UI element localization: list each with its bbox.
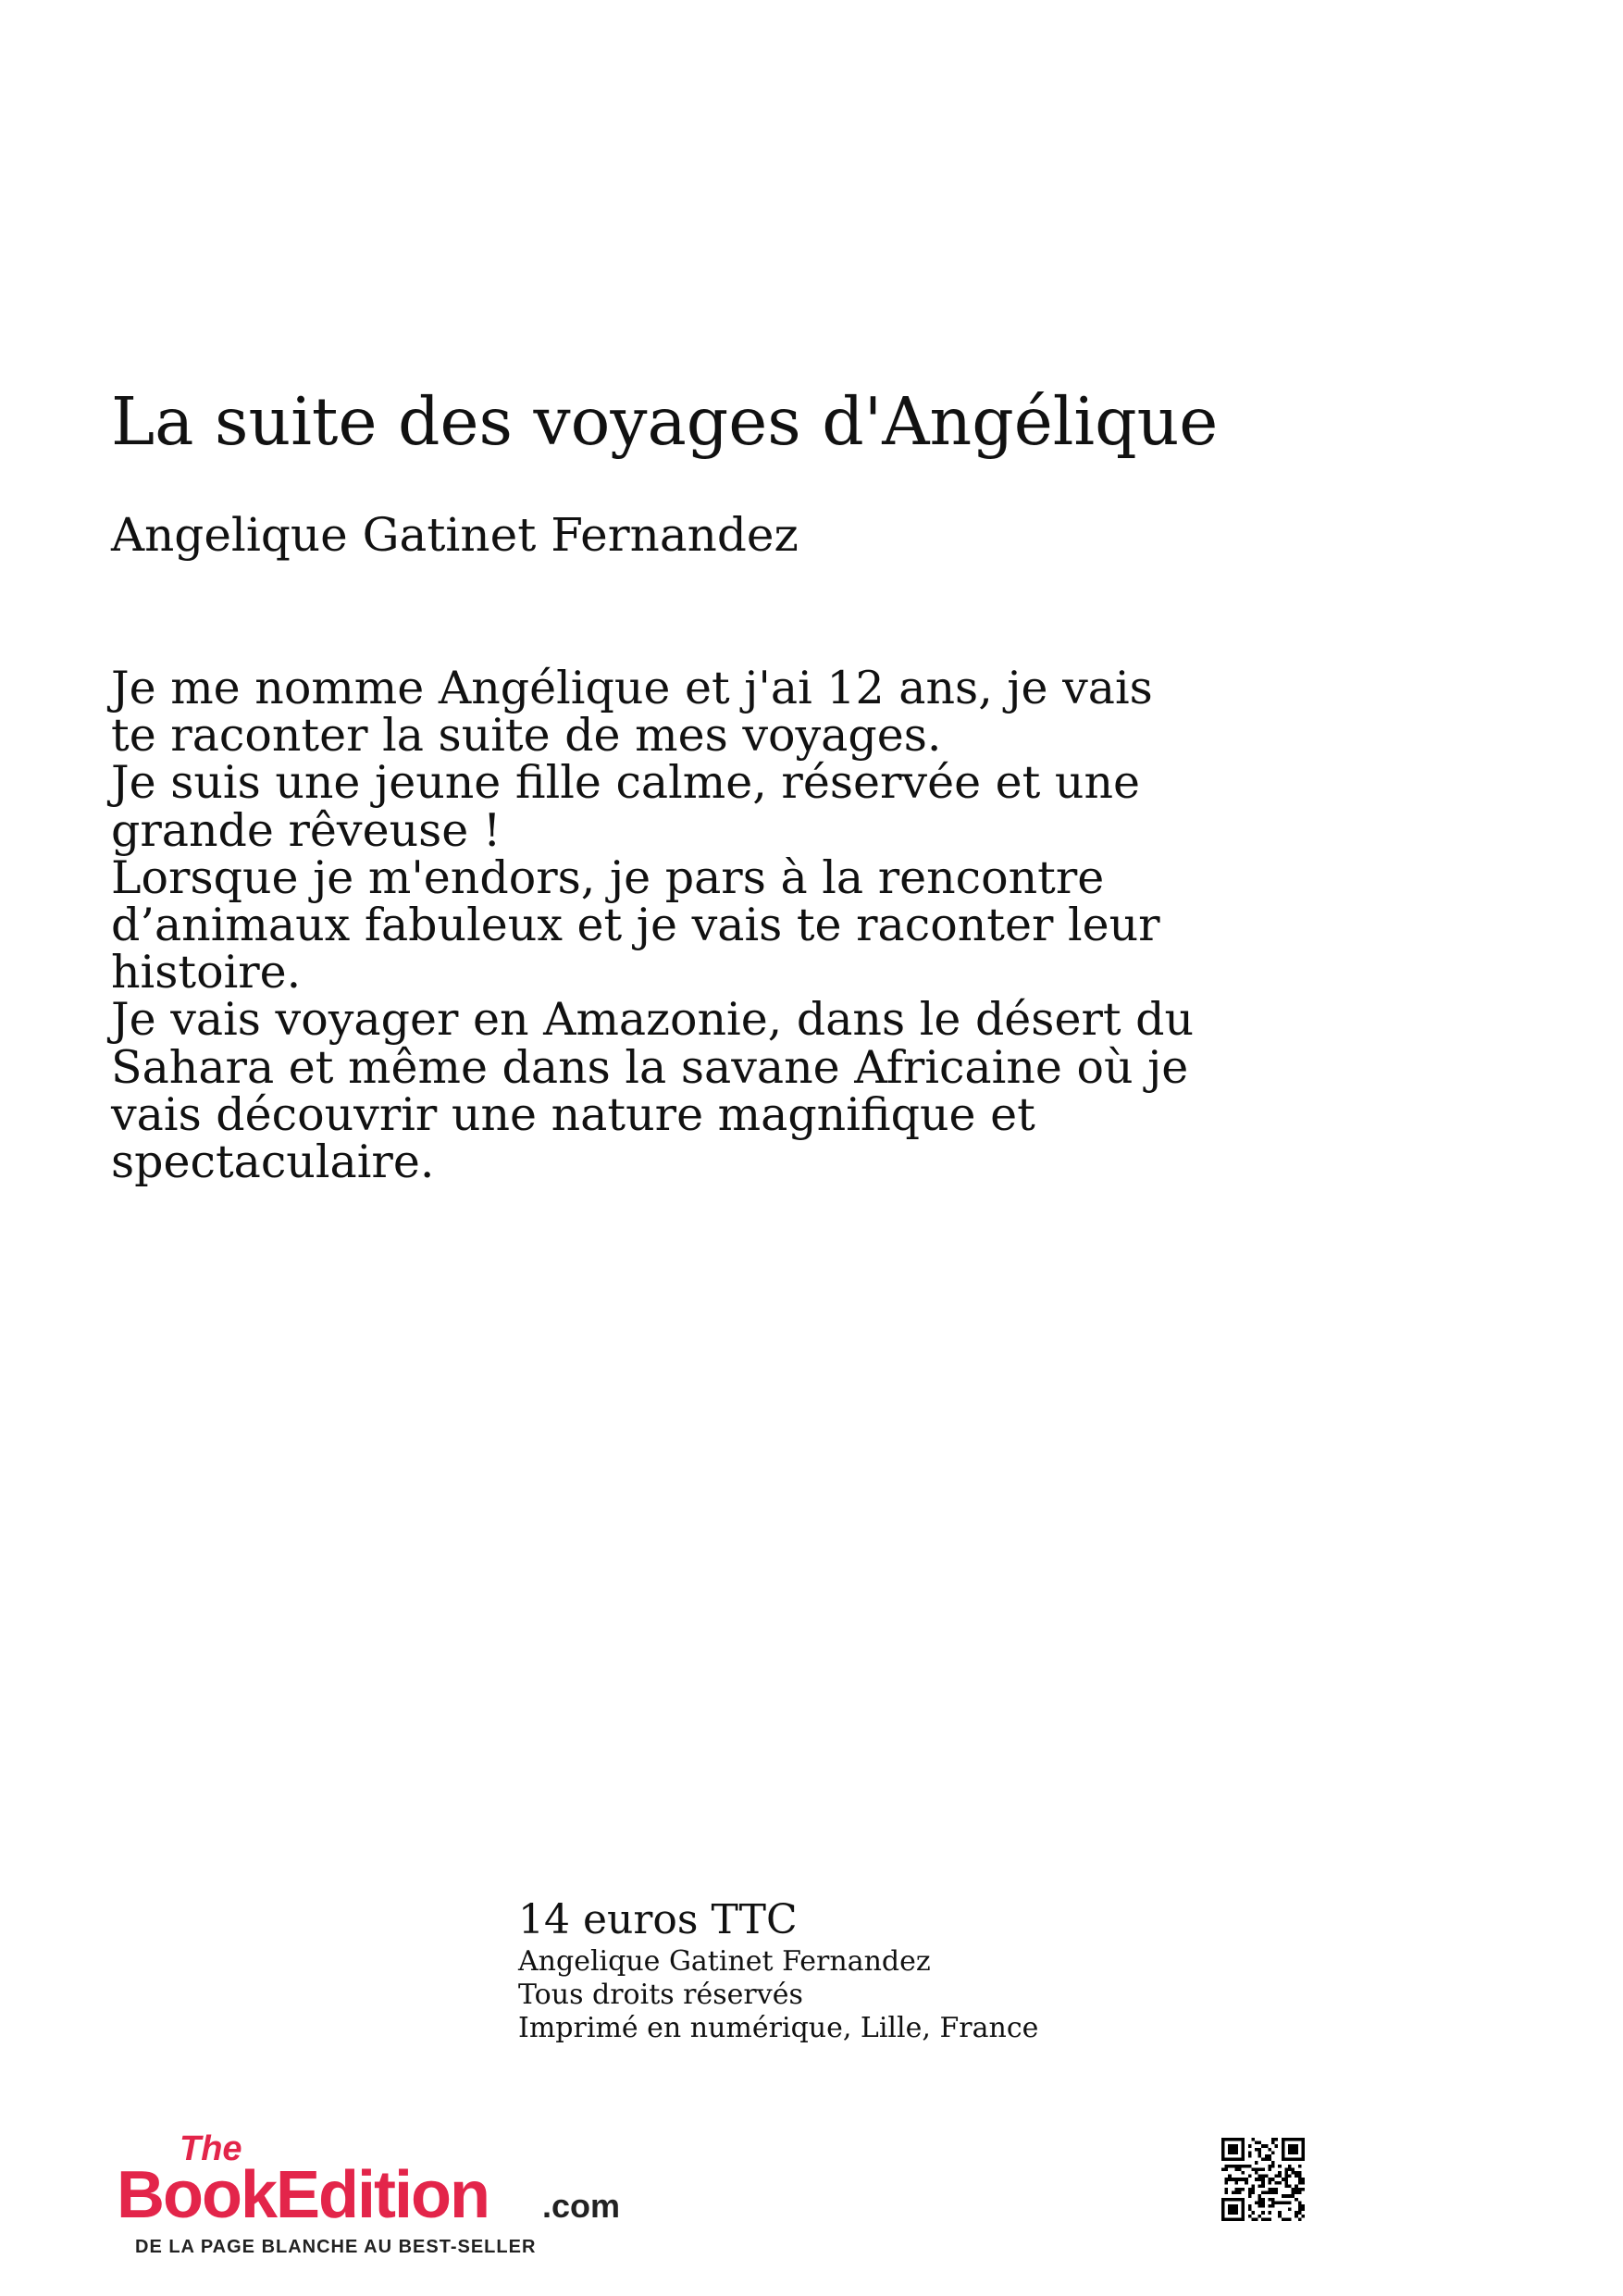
blurb-line: d’animaux fabuleux et je vais te raconter leur [111, 899, 1160, 952]
logo-domain: .com [542, 2187, 621, 2225]
price: 14 euros TTC [518, 1896, 798, 1943]
book-author: Angelique Gatinet Fernandez [111, 508, 799, 562]
blurb-line: vais découvrir une nature magnifique et [111, 1087, 1035, 1141]
book-title: La suite des voyages d'Angélique [111, 383, 1219, 460]
colophon-printed: Imprimé en numérique, Lille, France [518, 2012, 1039, 2044]
blurb-line: Sahara et même dans la savane Africaine où je [111, 1040, 1189, 1094]
blurb-line: Je vais voyager en Amazonie, dans le désert du [111, 993, 1195, 1047]
blurb-line: Je me nomme Angélique et j'ai 12 ans, je vais [111, 662, 1153, 714]
publisher-logo [117, 2125, 672, 2264]
blurb-line: Lorsque je m'endors, je pars à la rencontre [111, 850, 1105, 904]
colophon-author: Angelique Gatinet Fernandez [518, 1945, 931, 1978]
logo-the: The [180, 2129, 242, 2168]
logo-brand: BookEdition [117, 2158, 489, 2232]
blurb-line: spectaculaire. [111, 1136, 435, 1189]
book-blurb [111, 662, 1258, 1189]
logo-tagline: DE LA PAGE BLANCHE AU BEST-SELLER [135, 2237, 537, 2257]
blurb-line: grande rêveuse ! [111, 803, 502, 857]
blurb-line: te raconter la suite de mes voyages. [111, 709, 942, 763]
qr-code-icon [1221, 2138, 1305, 2221]
colophon [518, 1895, 1258, 2045]
colophon-rights: Tous droits réservés [518, 1979, 803, 2011]
blurb-line: histoire. [111, 946, 302, 999]
blurb-line: Je suis une jeune fille calme, réservée et une [111, 756, 1141, 810]
